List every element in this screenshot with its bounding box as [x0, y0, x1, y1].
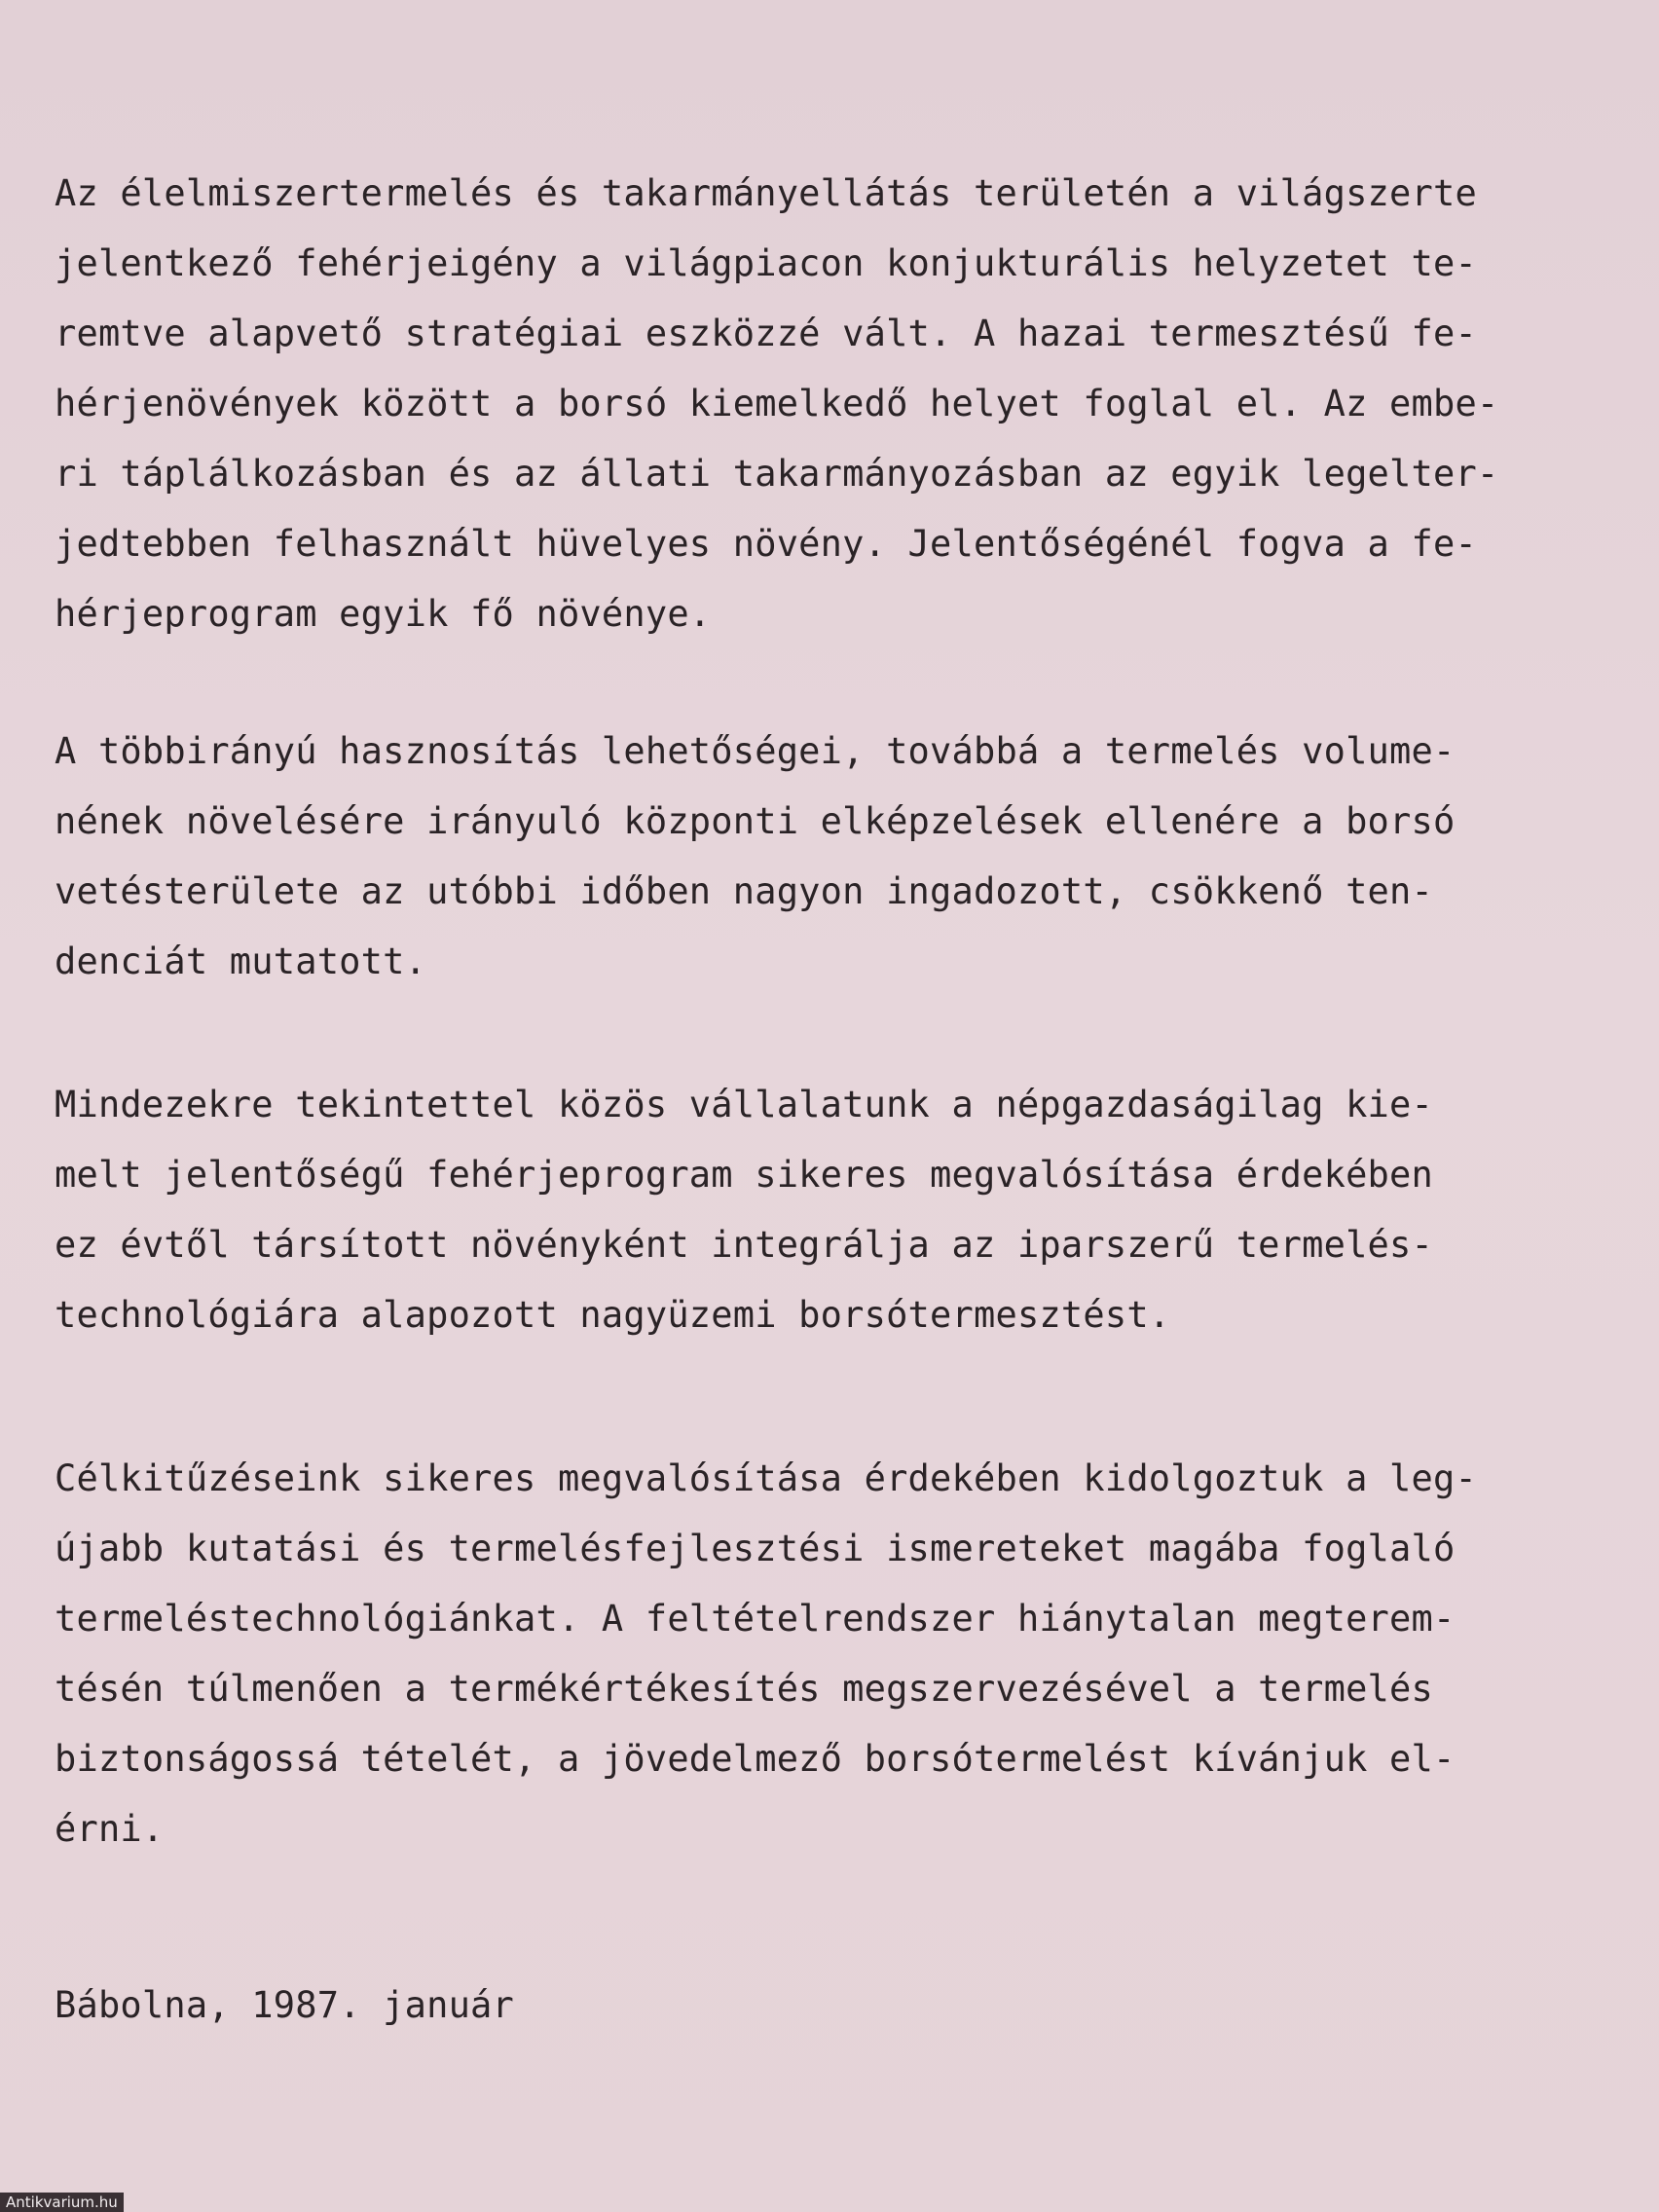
paragraph-2: [55, 717, 1612, 997]
paragraph-line: hérjenövények között a borsó kiemelkedő helyet foglal el. Az embe-: [55, 383, 1499, 424]
paragraph-line: nének növelésére irányuló központi elképzelések ellenére a borsó: [55, 800, 1456, 842]
paragraph-line: tésén túlmenően a termékértékesítés megszervezésével a termelés: [55, 1668, 1433, 1710]
paragraph-line: technológiára alapozott nagyüzemi borsótermesztést.: [55, 1294, 1171, 1336]
paragraph-4: [55, 1444, 1612, 1864]
paragraph-3: [55, 1070, 1612, 1350]
dateline: [55, 1971, 1612, 2041]
paragraph-1: [55, 159, 1612, 649]
paragraph-line: termeléstechnológiánkat. A feltételrendszer hiánytalan megterem-: [55, 1598, 1456, 1640]
paragraph-line: érni.: [55, 1808, 165, 1850]
paragraph-line: hérjeprogram egyik fő növénye.: [55, 593, 712, 635]
paragraph-line: A többirányú hasznosítás lehetőségei, továbbá a termelés volume-: [55, 730, 1456, 772]
paragraph-line: jelentkező fehérjeigény a világpiacon konjukturális helyzetet te-: [55, 242, 1477, 284]
paragraph-line: melt jelentőségű fehérjeprogram sikeres megvalósítása érdekében: [55, 1154, 1433, 1196]
paragraph-line: Mindezekre tekintettel közös vállalatunk a népgazdaságilag kie-: [55, 1084, 1433, 1125]
paragraph-line: vetésterülete az utóbbi időben nagyon ingadozott, csökkenő ten-: [55, 870, 1433, 912]
watermark: Antikvarium.hu: [0, 2193, 124, 2212]
paragraph-line: jedtebben felhasznált hüvelyes növény. Jelentőségénél fogva a fe-: [55, 523, 1477, 565]
paragraph-line: ez évtől társított növényként integrálja az iparszerű termelés-: [55, 1224, 1433, 1266]
paragraph-line: újabb kutatási és termelésfejlesztési ismereteket magába foglaló: [55, 1528, 1456, 1569]
paragraph-line: biztonságossá tételét, a jövedelmező borsótermelést kívánjuk el-: [55, 1738, 1456, 1780]
dateline-text: Bábolna, 1987. január: [55, 1984, 514, 2026]
paragraph-line: Célkitűzéseink sikeres megvalósítása érdekében kidolgoztuk a leg-: [55, 1457, 1477, 1499]
paragraph-line: denciát mutatott.: [55, 940, 427, 982]
paragraph-line: Az élelmiszertermelés és takarmányellátás területén a világszerte: [55, 172, 1477, 214]
paragraph-line: remtve alapvető stratégiai eszközzé vált. A hazai termesztésű fe-: [55, 313, 1477, 354]
paragraph-line: ri táplálkozásban és az állati takarmányozásban az egyik legelter-: [55, 453, 1499, 495]
